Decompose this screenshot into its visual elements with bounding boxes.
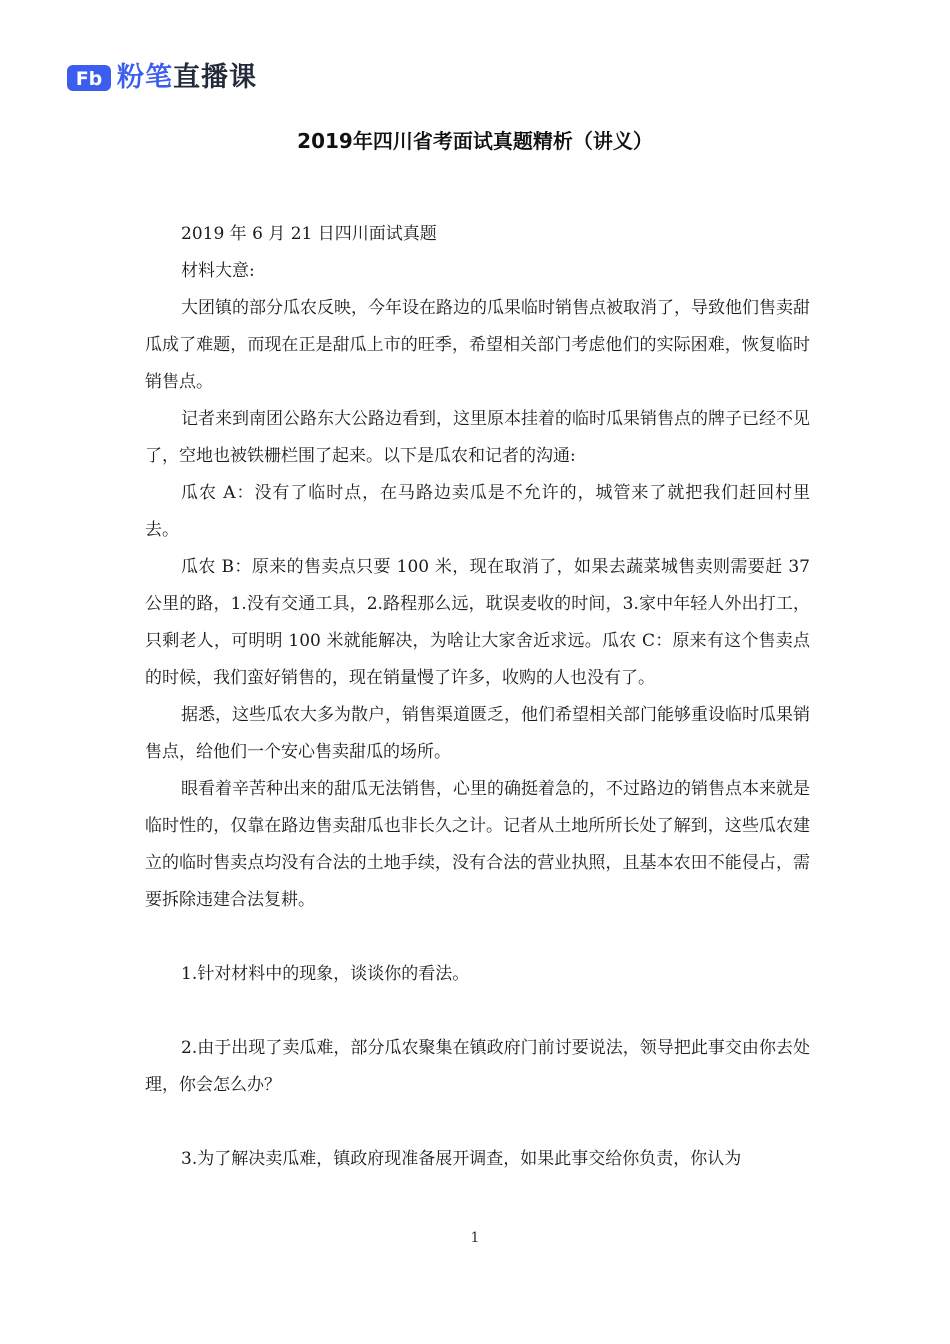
material-paragraph: 瓜农 B：原来的售卖点只要 100 米，现在取消了，如果去蔬菜城售卖则需要赶 37 公里的路，1.没有交通工具，2.路程那么远，耽误麦收的时间，3.家中年轻人外出打工，只剩老人，可明明 100 米就能解决，为啥让大家舍近求远。瓜农 C：原来有这个售卖点的时候，我们蛮好销售的，现在销量慢了许多，收购的人也没有了。 — [145, 557, 810, 688]
material-paragraph: 大团镇的部分瓜农反映，今年设在路边的瓜果临时销售点被取消了，导致他们售卖甜瓜成了难题，而现在正是甜瓜上市的旺季，希望相关部门考虑他们的实际困难，恢复临时销售点。 — [145, 298, 810, 392]
material-paragraph: 据悉，这些瓜农大多为散户，销售渠道匮乏，他们希望相关部门能够重设临时瓜果销售点，给他们一个安心售卖甜瓜的场所。 — [145, 705, 810, 762]
logo-text — [117, 60, 257, 96]
material-paragraph: 瓜农 A：没有了临时点，在马路边卖瓜是不允许的，城管来了就把我们赶回村里去。 — [145, 483, 810, 540]
brand-logo — [67, 60, 257, 96]
material-paragraph: 眼看着辛苦种出来的甜瓜无法销售，心里的确挺着急的，不过路边的销售点本来就是临时性的，仅靠在路边售卖甜瓜也非长久之计。记者从土地所所长处了解到，这些瓜农建立的临时售卖点均没有合法的土地手续，没有合法的营业执照，且基本农田不能侵占，需要拆除违建合法复耕。 — [145, 779, 810, 910]
document-body — [145, 216, 810, 1178]
exam-date-line: 2019 年 6 月 21 日四川面试真题 — [181, 224, 437, 244]
question-3: 3.为了解决卖瓜难，镇政府现准备展开调查，如果此事交给你负责，你认为 — [181, 1149, 742, 1169]
logo-product: 直播课 — [173, 62, 257, 93]
material-heading: 材料大意: — [181, 261, 255, 281]
document-title: 2019年四川省考面试真题精析（讲义） — [297, 129, 653, 153]
fb-logo-icon — [67, 62, 111, 94]
question-2: 2.由于出现了卖瓜难，部分瓜农聚集在镇政府门前讨要说法，领导把此事交由你去处理，你会怎么办？ — [145, 1038, 810, 1095]
page-number: 1 — [470, 1230, 480, 1246]
material-paragraph: 记者来到南团公路东大公路边看到，这里原本挂着的临时瓜果销售点的牌子已经不见了，空地也被铁栅栏围了起来。以下是瓜农和记者的沟通: — [145, 409, 810, 466]
question-1: 1.针对材料中的现象，谈谈你的看法。 — [181, 964, 470, 984]
logo-brand: 粉笔 — [117, 62, 173, 93]
logo-mark-text: Fb — [75, 68, 103, 90]
